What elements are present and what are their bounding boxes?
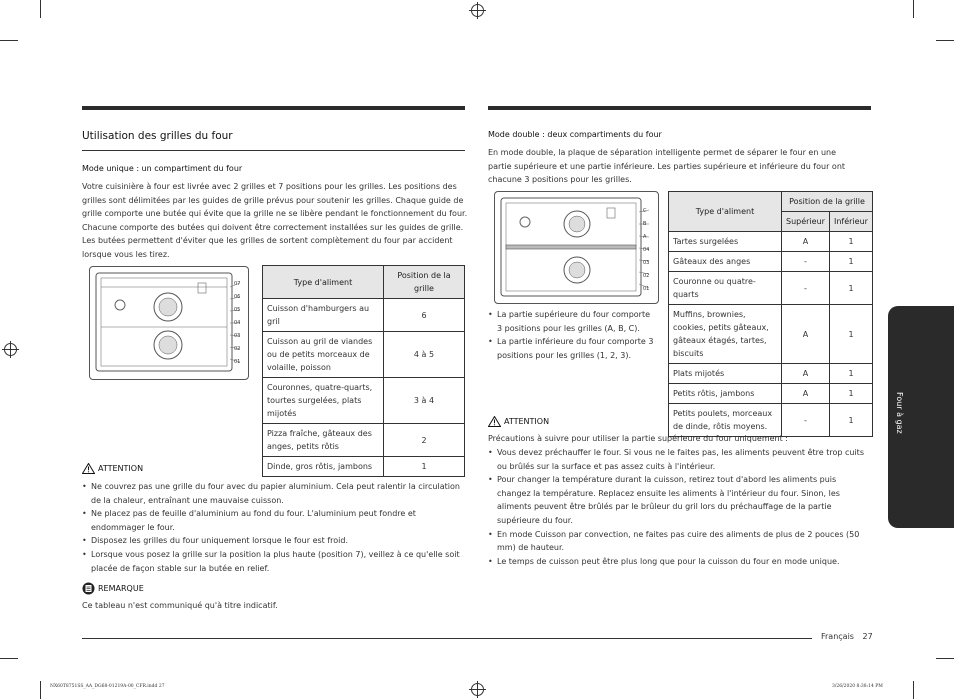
section-bar [488, 106, 871, 110]
table-row [669, 364, 873, 384]
warning-triangle-icon [82, 463, 95, 474]
table-row [263, 424, 465, 457]
crop-mark [40, 681, 41, 699]
table-row [263, 299, 465, 332]
table-row [669, 384, 873, 404]
crop-mark [913, 0, 914, 18]
side-tab-label: Four à gaz [895, 392, 904, 434]
table-cell: - [782, 272, 830, 305]
table-cell: 3 à 4 [384, 378, 465, 424]
rack-label: B [643, 221, 647, 227]
table-row [669, 252, 873, 272]
registration-mark-icon [471, 683, 484, 696]
table-row [669, 272, 873, 305]
registration-mark-icon [471, 4, 484, 17]
attention-intro: Précautions à suivre pour utiliser la partie supérieure du four uniquement : [488, 434, 788, 443]
list-item: • Lorsque vous posez la grille sur la position la plus haute (position 7), veillez à ce qu'elle soit placée de façon stable sur la butée en relief. [82, 548, 468, 575]
table-cell: 6 [384, 299, 465, 332]
oven-diagram-single [89, 266, 249, 380]
dual-mode-heading: Mode double : deux compartiments du four [488, 130, 662, 139]
attention-heading [488, 416, 549, 427]
rack-label: 03 [643, 260, 650, 266]
crop-mark [40, 0, 41, 18]
crop-mark [936, 658, 954, 659]
list-item: • Ne placez pas de feuille d'aluminium au fond du four. L'aluminium peut fondre et endommager le four. [82, 507, 468, 534]
attention-label: ATTENTION [98, 464, 144, 473]
rack-label: 03 [234, 333, 241, 339]
rack-position-labels [643, 205, 649, 296]
table-cell: 1 [829, 272, 872, 305]
table-cell: Plats mijotés [669, 364, 782, 384]
oven-single-drawing [90, 267, 248, 379]
table-cell: 1 [384, 457, 465, 477]
table-cell: Muffins, brownies, cookies, petits gâteaux, gâteaux étagés, tartes, biscuits [669, 305, 782, 364]
table-cell: 1 [829, 384, 872, 404]
table-cell: Dinde, gros rôtis, jambons [263, 457, 384, 477]
attention-list [488, 446, 868, 568]
rack-label: 01 [643, 286, 650, 292]
registration-mark-icon [4, 343, 17, 356]
attention-list [82, 480, 468, 575]
rack-label: 06 [234, 294, 241, 300]
page-title: Utilisation des grilles du four [82, 130, 233, 142]
list-item: • Ne couvrez pas une grille du four avec du papier aluminium. Cela peut ralentir la circulation de la chaleur, entraînant une mauvaise cuisson. [82, 480, 468, 507]
list-item: • La partie supérieure du four comporte 3 positions pour les grilles (A, B, C). [488, 308, 656, 335]
table-cell: A [782, 305, 830, 364]
rack-label: 05 [234, 307, 241, 313]
table-row [669, 305, 873, 364]
list-item: • Vous devez préchauffer le four. Si vous ne le faites pas, les aliments peuvent être trop cuits ou brûlés sur la surface et pas assez cuits à l'intérieur. [488, 446, 868, 473]
crop-mark [0, 40, 18, 41]
rack-label: 02 [643, 273, 650, 279]
table-row [263, 378, 465, 424]
table-cell: Petits poulets, morceaux de dinde, rôtis moyens. [669, 404, 782, 437]
rack-label: A [643, 234, 647, 240]
oven-diagram-dual [494, 191, 659, 304]
table-header: Inférieur [829, 212, 872, 232]
rack-position-table [262, 265, 465, 477]
table-header: Supérieur [782, 212, 830, 232]
crop-mark [0, 658, 18, 659]
rack-label: C [643, 208, 647, 214]
list-item: • Pour changer la température durant la cuisson, retirez tout d'abord les aliments puis changez la température. Replacez ensuite les aliments à l'intérieur du four. Sinon, les aliments peuvent être brûlés par le brûleur du gril lors du préchauffage de la partie supérieure du four. [488, 473, 868, 527]
date-slug: 3/26/2020 8:38:14 PM [832, 684, 883, 689]
table-header: Type d'aliment [263, 266, 384, 299]
table-cell: Tartes surgelées [669, 232, 782, 252]
attention-heading [82, 463, 143, 474]
page-number: 27 [862, 632, 873, 641]
crop-mark [936, 40, 954, 41]
list-item: • Le temps de cuisson peut être plus long que pour la cuisson du four en mode unique. [488, 555, 868, 569]
list-item: • La partie inférieure du four comporte 3 positions pour les grilles (1, 2, 3). [488, 335, 656, 362]
table-cell: Couronne ou quatre-quarts [669, 272, 782, 305]
rack-label: 04 [234, 320, 241, 326]
table-cell: Cuisson d'hamburgers au gril [263, 299, 384, 332]
rack-position-labels [234, 278, 240, 369]
rack-label: 07 [234, 281, 241, 287]
table-cell: A [782, 364, 830, 384]
attention-label: ATTENTION [504, 417, 550, 426]
table-header: Position de la grille [384, 266, 465, 299]
table-cell: - [782, 252, 830, 272]
table-cell: 4 à 5 [384, 332, 465, 378]
table-cell: Petits rôtis, jambons [669, 384, 782, 404]
warning-triangle-icon [488, 416, 501, 427]
dual-mode-paragraph: En mode double, la plaque de séparation intelligente permet de séparer le four en une partie supérieure et une partie inférieure. Les parties supérieure et inférieure du four ont chacune 3 positions pour les grilles. [488, 148, 846, 185]
section-side-tab [888, 306, 954, 528]
rack-label: 04 [643, 247, 650, 253]
table-header: Position de la grille [782, 192, 873, 212]
table-cell: 1 [829, 232, 872, 252]
table-cell: 1 [829, 252, 872, 272]
footer-page-info [821, 632, 873, 641]
remark-label: REMARQUE [98, 584, 144, 593]
table-cell: - [782, 404, 830, 437]
table-cell: 1 [829, 305, 872, 364]
table-cell: 1 [829, 404, 872, 437]
oven-dual-drawing [495, 192, 658, 303]
single-mode-paragraph: Votre cuisinière à four est livrée avec 2 grilles et 7 positions pour les grilles. Les positions des grilles sont délimitées par les guides de grille prévus pour soutenir les grilles. Chaque guide de grille comporte une butée qui évite que la grille ne se libère pendant le fonctionnement du four. Chacune comporte des butées qui doivent être correctement installées sur les guides de grille. Les butées permettent d'éviter que les grilles de sortent complètement du four par accident lorsque vous les tirez. [82, 182, 468, 259]
dual-rack-position-table [668, 191, 873, 437]
remark-heading [82, 582, 144, 595]
table-header: Type d'aliment [669, 192, 782, 232]
list-item: • En mode Cuisson par convection, ne faites pas cuire des aliments de plus de 2 pouces (50 mm) de hauteur. [488, 528, 868, 555]
single-mode-heading: Mode unique : un compartiment du four [82, 164, 243, 173]
section-bar [82, 106, 465, 110]
diagram-bullets [488, 308, 656, 362]
table-cell: Pizza fraîche, gâteaux des anges, petits rôtis [263, 424, 384, 457]
rack-label: 02 [234, 346, 241, 352]
table-row [263, 457, 465, 477]
table-cell: Couronnes, quatre-quarts, tourtes surgelées, plats mijotés [263, 378, 384, 424]
table-row [669, 232, 873, 252]
remark-text: Ce tableau n'est communiqué qu'à titre indicatif. [82, 601, 278, 610]
rack-label: 01 [234, 359, 241, 365]
crop-mark [913, 681, 914, 699]
table-cell: Gâteaux des anges [669, 252, 782, 272]
table-row [263, 332, 465, 378]
table-cell: A [782, 384, 830, 404]
table-cell: 2 [384, 424, 465, 457]
footer-rule [82, 638, 812, 639]
list-item: • Disposez les grilles du four uniquement lorsque le four est froid. [82, 534, 468, 548]
table-cell: 1 [829, 364, 872, 384]
title-divider [82, 150, 465, 151]
note-icon [82, 582, 95, 595]
file-slug: NX60T8751SS_AA_DG68-01219A-00_CFR.indd 27 [50, 684, 165, 689]
footer-language: Français [821, 632, 854, 641]
table-cell: Cuisson au gril de viandes ou de petits morceaux de volaille, poisson [263, 332, 384, 378]
table-cell: A [782, 232, 830, 252]
